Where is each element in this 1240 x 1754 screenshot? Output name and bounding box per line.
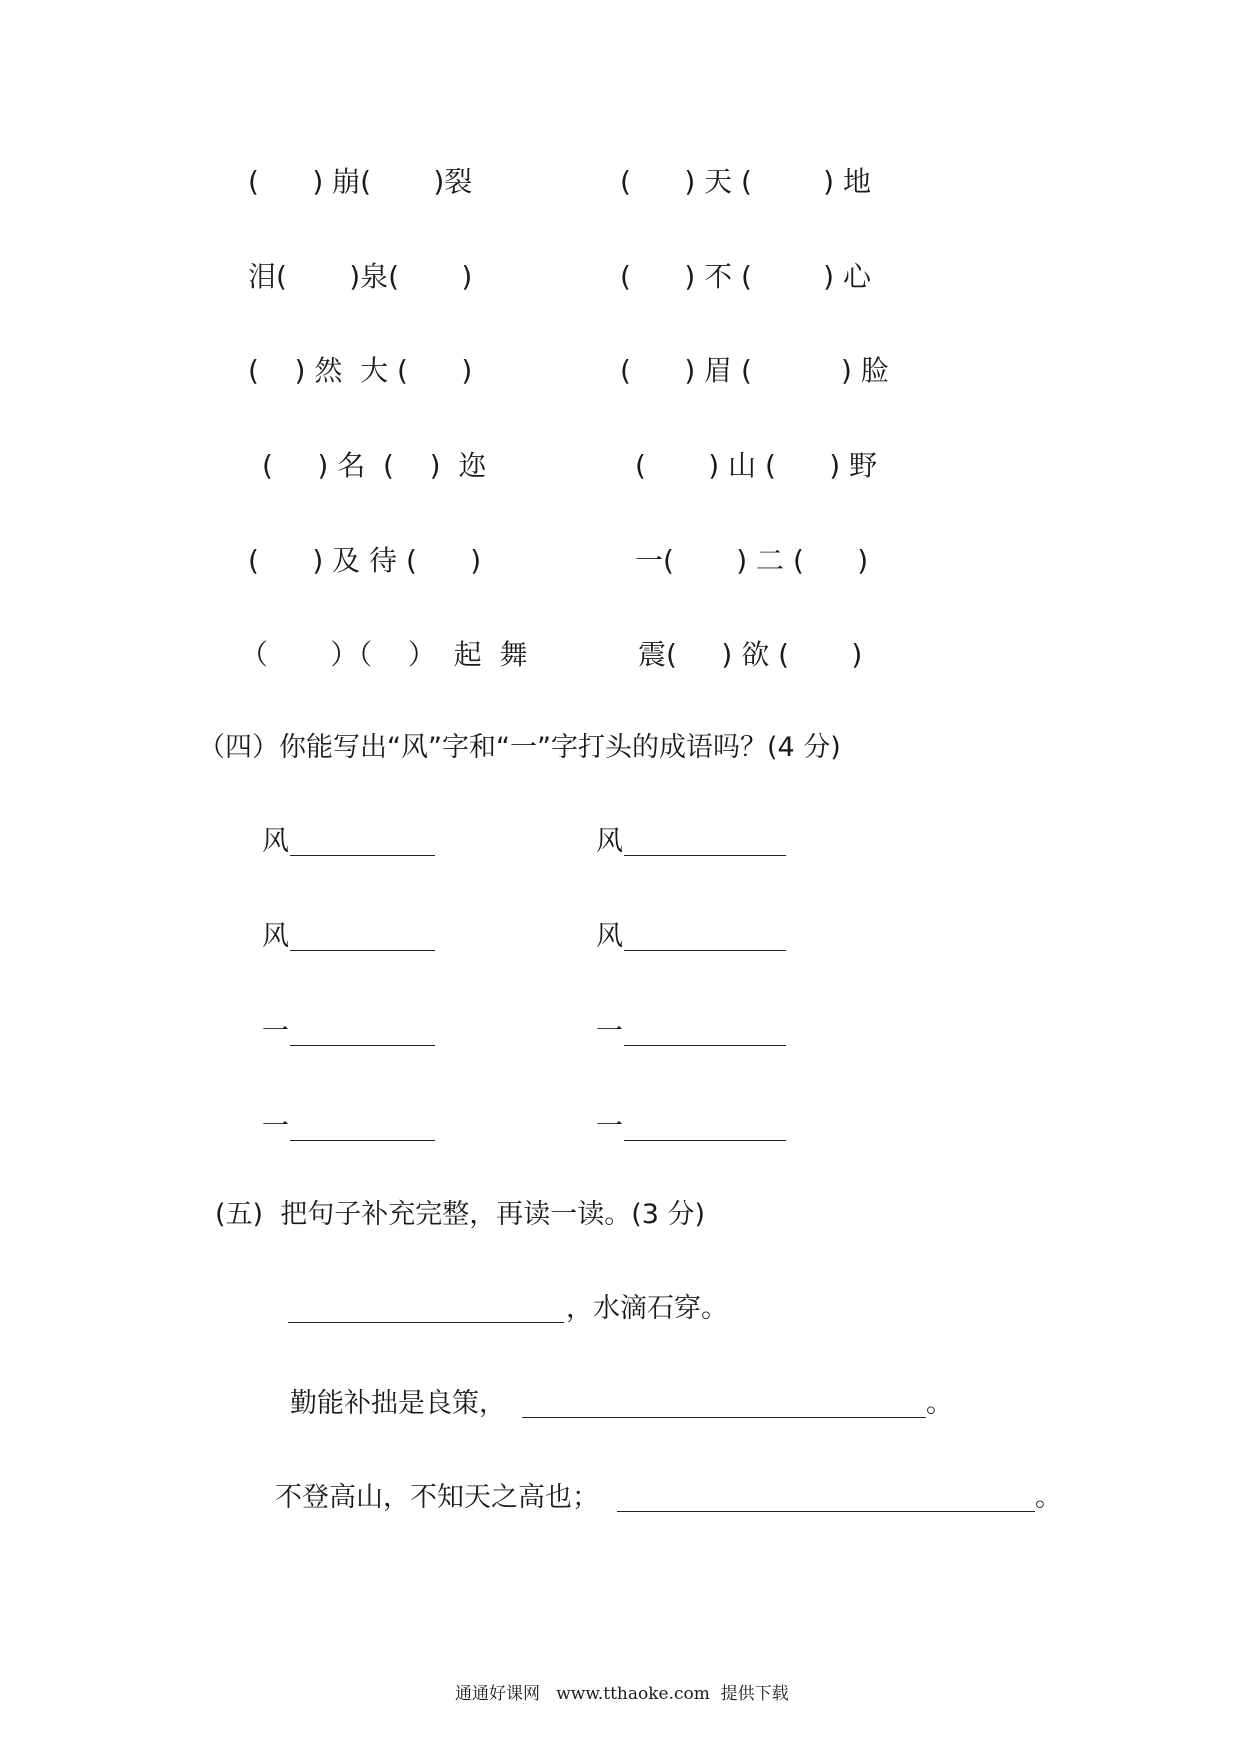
sentence-2-blank[interactable]: [522, 1417, 926, 1418]
idiom-row-1-left: ( ) 崩( )裂: [248, 165, 473, 198]
yi-prefix: 一: [596, 1111, 623, 1142]
idiom-row-6-right: 震( ) 欲 ( ): [638, 638, 863, 671]
answer-blank[interactable]: [290, 1045, 435, 1046]
yi-prefix: 一: [262, 1111, 289, 1142]
idiom-row-2-right: ( ) 不 ( ) 心: [620, 260, 872, 293]
answer-blank[interactable]: [624, 1045, 786, 1046]
answer-blank[interactable]: [624, 950, 786, 951]
section-5-heading: (五) 把句子补充完整，再读一读。(3 分): [215, 1199, 706, 1230]
answer-blank[interactable]: [624, 1140, 786, 1141]
idiom-row-2-left: 泪( )泉( ): [248, 260, 473, 293]
answer-blank[interactable]: [624, 855, 786, 856]
idiom-row-1-right: ( ) 天 ( ) 地: [620, 165, 872, 198]
footer-credit: 通通好课网 www.tthaoke.com 提供下载: [455, 1684, 789, 1704]
feng-prefix: 风: [596, 921, 623, 952]
sentence-3-prefix: 不登高山，不知天之高也；: [275, 1482, 599, 1513]
idiom-row-3-right: ( ) 眉 ( ) 脸: [620, 354, 889, 387]
section-4-heading: （四）你能写出“风”字和“一”字打头的成语吗？(4 分): [198, 732, 841, 763]
feng-prefix: 风: [596, 826, 623, 857]
idiom-row-4-right: ( ) 山 ( ) 野: [635, 449, 878, 482]
sentence-2-prefix: 勤能补拙是良策，: [290, 1388, 506, 1419]
answer-blank[interactable]: [290, 1140, 435, 1141]
feng-prefix: 风: [262, 826, 289, 857]
sentence-1-suffix: ，水滴石穿。: [566, 1293, 728, 1324]
sentence-1-blank[interactable]: [288, 1322, 564, 1323]
sentence-3-suffix: 。: [1035, 1482, 1062, 1513]
feng-prefix: 风: [262, 921, 289, 952]
idiom-row-5-right: 一( ) 二 ( ): [635, 544, 869, 577]
yi-prefix: 一: [596, 1016, 623, 1047]
answer-blank[interactable]: [290, 950, 435, 951]
sentence-2-suffix: 。: [926, 1388, 953, 1419]
idiom-row-4-left: ( ) 名 ( ) 迩: [262, 449, 487, 482]
idiom-row-3-left: ( ) 然 大 ( ): [248, 354, 473, 387]
sentence-3-blank[interactable]: [617, 1511, 1035, 1512]
yi-prefix: 一: [262, 1016, 289, 1047]
idiom-row-5-left: ( ) 及 待 ( ): [248, 544, 482, 577]
answer-blank[interactable]: [290, 855, 435, 856]
idiom-row-6-left: （ ）（ ） 起 舞: [240, 638, 528, 671]
